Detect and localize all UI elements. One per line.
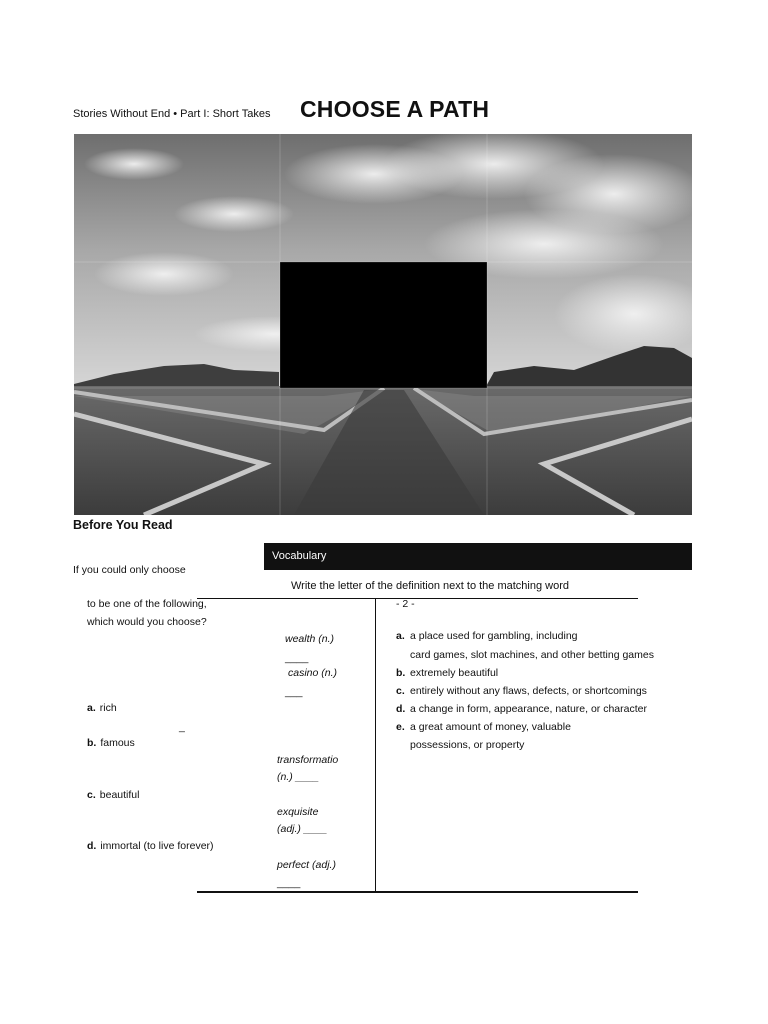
table-top-rule (197, 598, 638, 599)
definition-letter: d. (396, 703, 406, 715)
definition-c (396, 682, 647, 700)
question-line-2: to be one of the following, (87, 598, 207, 610)
definition-letter: c. (396, 685, 405, 697)
vocab-word-exquisite: exquisite (277, 806, 319, 818)
option-text: beautiful (99, 789, 140, 801)
page-marker: - 2 - (396, 598, 415, 610)
vocab-word-casino: casino (n.) (288, 667, 338, 679)
vocab-blank-casino[interactable]: ___ (285, 686, 303, 698)
vocabulary-instruction: Write the letter of the definition next to the matching word (291, 580, 570, 592)
definition-b (396, 664, 498, 682)
vocab-blank-perfect[interactable]: ____ (277, 877, 301, 889)
definition-text: a great amount of money, valuable (410, 721, 571, 733)
option-text: immortal (to live forever) (100, 840, 214, 852)
question-line-1: If you could only choose (73, 564, 186, 576)
option-text: famous (100, 737, 135, 749)
definition-letter: b. (396, 667, 406, 679)
option-letter: d. (87, 840, 97, 852)
vocab-word-wealth: wealth (n.) (285, 633, 335, 645)
definition-text: a change in form, appearance, nature, or character (410, 703, 647, 715)
definition-d (396, 700, 647, 718)
option-text: rich (99, 702, 117, 714)
vocab-word-transformation: transformatio (277, 754, 339, 766)
definition-e-continued: possessions, or property (410, 739, 525, 751)
before-you-read-heading: Before You Read (73, 518, 173, 532)
vocab-blank-transformation[interactable]: (n.) ____ (277, 771, 320, 783)
option-a (87, 702, 117, 714)
option-b (87, 737, 135, 749)
definition-text: entirely without any flaws, defects, or shortcomings (410, 685, 647, 697)
definition-letter: a. (396, 630, 405, 642)
option-c (87, 789, 139, 801)
definition-text: a place used for gambling, including (410, 630, 578, 642)
vocab-word-perfect: perfect (adj.) (277, 859, 336, 871)
definition-e (396, 718, 571, 736)
question-line-3: which would you choose? (87, 616, 207, 628)
definition-letter: e. (396, 721, 405, 733)
vocabulary-title: Vocabulary (272, 550, 327, 562)
definition-text: extremely beautiful (410, 667, 499, 679)
definition-a-continued: card games, slot machines, and other betting games (410, 649, 654, 661)
option-letter: a. (87, 702, 96, 714)
table-bottom-rule (197, 891, 638, 893)
vocab-blank-wealth[interactable]: ____ (285, 652, 309, 664)
option-letter: b. (87, 737, 97, 749)
page-title: CHOOSE A PATH (300, 96, 490, 122)
table-column-divider (375, 598, 376, 892)
option-d (87, 840, 214, 852)
option-letter: c. (87, 789, 96, 801)
series-title: Stories Without End • Part I: Short Takes (73, 108, 271, 120)
vocabulary-header-bar (264, 543, 692, 570)
vocab-blank-exquisite[interactable]: (adj.) ____ (277, 823, 328, 835)
stray-mark: _ (179, 721, 185, 733)
crossroads-photo (74, 134, 692, 515)
definition-a (396, 627, 578, 645)
